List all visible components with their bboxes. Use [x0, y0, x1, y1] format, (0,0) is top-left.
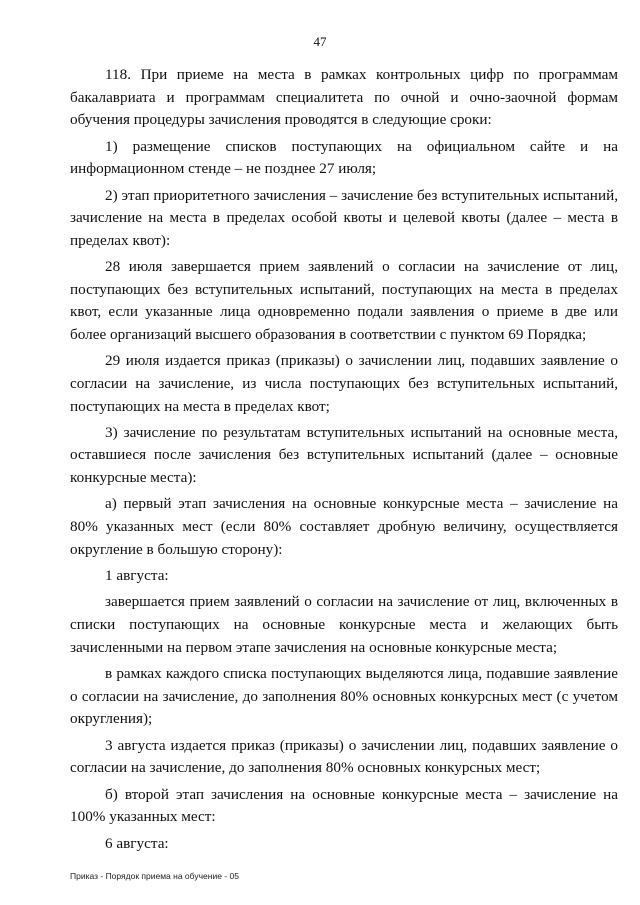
- document-body: [70, 64, 618, 859]
- paragraph-item-1: 1) размещение списков поступающих на официальном сайте и на информационном стенде – не позднее 27 июля;: [70, 137, 618, 178]
- paragraph-item-3: 3) зачисление по результатам вступительных испытаний на основные места, оставшиеся после зачисления без вступительных испытаний (далее – основные конкурсные места):: [70, 423, 618, 487]
- paragraph-july-29: 29 июля издается приказ (приказы) о зачислении лиц, подавших заявление о согласии на зачисление, из числа поступающих без вступительных испытаний, поступающих на места в пределах квот;: [70, 352, 618, 415]
- paragraph-august-1: 1 августа:: [105, 567, 169, 585]
- paragraph-august-6: 6 августа:: [105, 834, 169, 852]
- page-footer: Приказ - Порядок приема на обучение - 05: [70, 871, 239, 881]
- paragraph-item-3b: б) второй этап зачисления на основные конкурсные места – зачисление на 100% указанных мест:: [70, 785, 618, 826]
- page-number: 47: [313, 34, 327, 49]
- paragraph-august-3: 3 августа издается приказ (приказы) о зачислении лиц, подавших заявление о согласии на зачисление, до заполнения 80% основных конкурсных мест;: [70, 736, 618, 777]
- paragraph-118-intro: 118. При приеме на места в рамках контрольных цифр по программам бакалавриата и программам специалитета по очной и очно-заочной формам обучения процедуры зачисления проводятся в следующие сроки:: [70, 66, 618, 129]
- paragraph-item-2: 2) этап приоритетного зачисления – зачисление без вступительных испытаний, зачисление на места в пределах особой квоты и целевой квоты (далее – места в пределах квот):: [70, 186, 618, 249]
- paragraph-list-selection: в рамках каждого списка поступающих выделяются лица, подавшие заявление о согласии на зачисление, до заполнения 80% основных конкурсных мест (с учетом округления);: [70, 665, 618, 728]
- paragraph-item-3a: а) первый этап зачисления на основные конкурсные места – зачисление на 80% указанных мест (если 80% составляет дробную величину, осуществляется округление в большую сторону):: [70, 495, 618, 558]
- paragraph-july-28: 28 июля завершается прием заявлений о согласии на зачисление от лиц, поступающих без вступительных испытаний, поступающих на места в пределах квот, если указанные лица одновременно подали заявления о приеме в две или более организаций высшего образования в соответствии с пунктом 69 Порядка;: [70, 258, 618, 343]
- paragraph-applications-end: завершается прием заявлений о согласии на зачисление от лиц, включенных в списки поступающих на основные конкурсные места и желающих быть зачисленными на первом этапе зачисления на основные конкурсные места;: [70, 593, 618, 656]
